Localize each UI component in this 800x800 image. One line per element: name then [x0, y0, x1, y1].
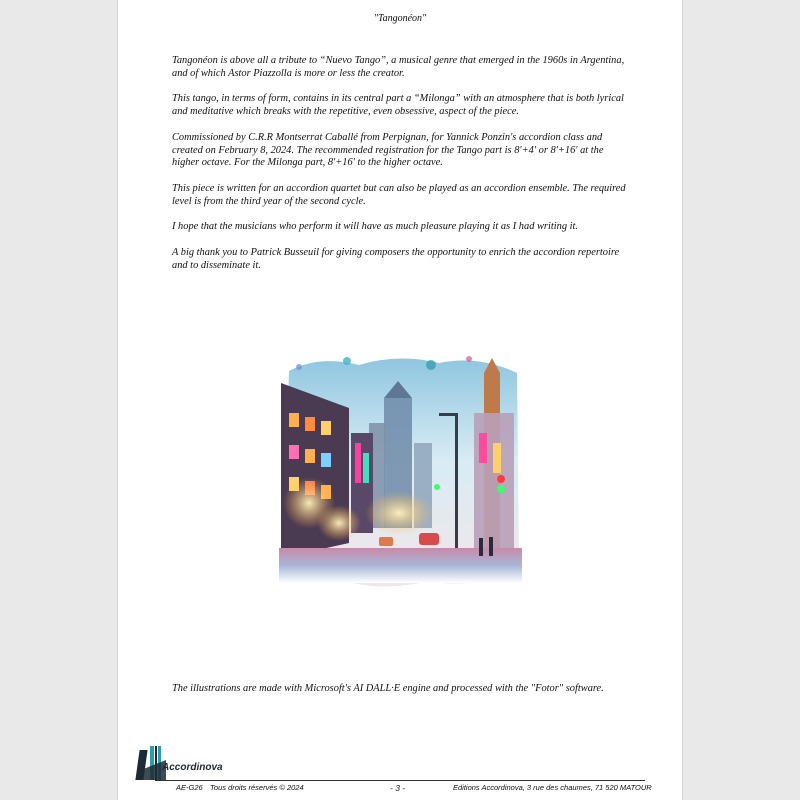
running-title: "Tangonéon" — [373, 13, 427, 24]
footer-rights: Tous droits réservés © 2024 — [210, 783, 304, 792]
footer-publisher: Editions Accordinova, 3 rue des chaumes, 71 520 MATOUR — [453, 783, 652, 792]
paragraph-thanks: A big thank you to Patrick Busseuil for giving composers the opportunity to enrich the accordion repertoire and to disseminate it. — [172, 246, 620, 271]
paragraph-commission: Commissioned by C.R.R Montserrat Caballé from Perpignan, for Yannick Ponzin's accordion class and created on February 8, 2024. The recommended registration for the Tango part is 8'+4' or 8'+16' at the higher octave. For the Milonga part, 8'+16' to the higher octave. — [172, 131, 604, 169]
body-text — [172, 55, 632, 285]
paragraph-form: This tango, in terms of form, contains in its central part a “Milonga” with an atmosphere that is both lyrical and meditative which breaks with the repetitive, even obsessive, aspect of the piece. — [172, 93, 624, 118]
illustration-caption: The illustrations are made with Microsoft's AI DALL·E engine and processed with the "Fotor" software. — [172, 683, 604, 694]
document-page — [117, 0, 683, 800]
paragraph-instrumentation: This piece is written for an accordion quartet but can also be played as an accordion ensemble. The required level is from the third year of the second cycle. — [172, 182, 626, 207]
logo-text: Accordinova — [162, 762, 223, 773]
accordinova-logo — [138, 740, 223, 782]
footer-divider — [155, 780, 645, 781]
city-street-illustration — [279, 353, 522, 593]
paragraph-tribute: Tangonéon is above all a tribute to “Nuevo Tango”, a musical genre that emerged in the 1960s in Argentina, and of which Astor Piazzolla is more or less the creator. — [172, 55, 625, 79]
paragraph-wishes: I hope that the musicians who perform it will have as much pleasure playing it as I had writing it. — [172, 221, 578, 233]
page-number: - 3 - — [390, 783, 406, 793]
footer-code: AE-G26 — [176, 783, 203, 792]
